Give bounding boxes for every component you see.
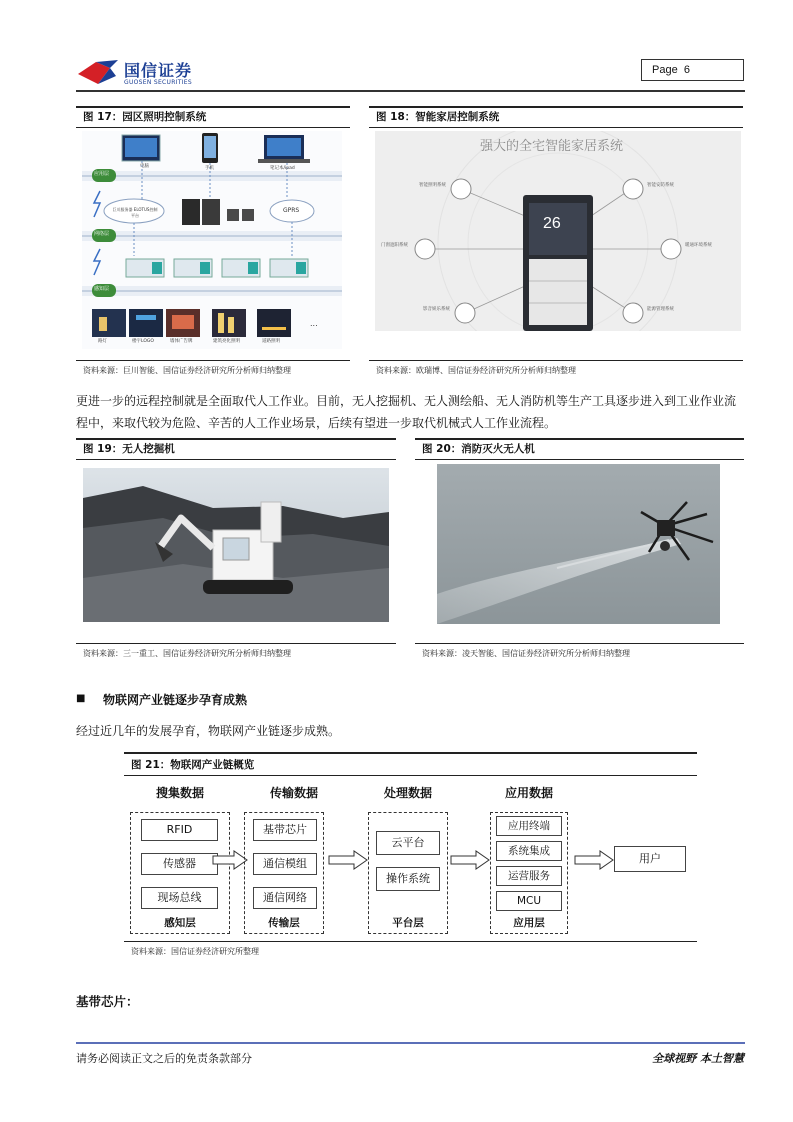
fig18-headline: 强大的全宅智能家居系统 <box>480 139 624 154</box>
fig18-panel-value: 26 <box>543 215 561 232</box>
fig17-label-p3: 墙体广告牌 <box>170 339 193 344</box>
subheading-baseband: 基带芯片： <box>76 994 139 1009</box>
fig21-arrow3-icon <box>450 850 490 870</box>
fig17-label-p6: ... <box>310 319 318 328</box>
section-intro-text: 经过近几年的发展孕育，物联网产业链逐步成熟。 <box>76 724 341 738</box>
section-bullet: ■ <box>76 693 86 704</box>
fig18-node-curtain: 门窗遮阳系统 <box>381 243 408 248</box>
fig21-col1-layer: 感知层 <box>164 917 196 929</box>
logo-name-en: GUOSEN SECURITIES <box>124 79 193 86</box>
fig18-node-lighting: 智能照明系统 <box>419 183 446 188</box>
page-number: 6 <box>683 64 690 76</box>
fig21-col2-layer: 传输层 <box>268 917 300 929</box>
fig20-firefighting-drone-photo <box>437 464 720 624</box>
footer-slogan: 全球视野 本土智慧 <box>652 1052 744 1065</box>
fig21-col1-item2: 传感器 <box>141 853 218 875</box>
fig21-title: 图 21：物联网产业链概览 <box>124 752 697 776</box>
fig21-col1-item1: RFID <box>141 819 218 841</box>
fig20-photo-svg <box>437 464 720 624</box>
fig19-excavator-photo <box>83 468 389 622</box>
fig17-source: 资料来源：巨川智能、国信证券经济研究所分析师归纳整理 <box>76 360 350 376</box>
fig21-col4-item2: 系统集成 <box>496 841 562 861</box>
fig17-lighting-diagram <box>82 131 342 349</box>
fig18-node-energy: 能源管理系统 <box>647 307 674 312</box>
fig17-label-pc: 电脑 <box>140 164 149 169</box>
fig21-arrow4-icon <box>574 850 614 870</box>
fig18-title: 图 18：智能家居控制系统 <box>369 106 743 128</box>
fig20-source: 资料来源：凌天智能、国信证券经济研究所分析师归纳整理 <box>415 643 744 659</box>
fig21-col3-item1: 云平台 <box>376 831 440 855</box>
fig19-title: 图 19：无人挖掘机 <box>76 438 396 460</box>
fig21-col3-layer: 平台层 <box>392 917 424 929</box>
fig20-title: 图 20：消防灭火无人机 <box>415 438 744 460</box>
page-label: Page <box>652 64 678 76</box>
fig21-col2-head: 传输数据 <box>269 786 318 800</box>
fig18-node-security: 智能安防系统 <box>647 183 674 188</box>
fig21-user-box: 用户 <box>614 846 686 872</box>
fig18-source: 资料来源：欧瑞博、国信证券经济研究所分析师归纳整理 <box>369 360 743 376</box>
fig17-label-gprs: GPRS <box>283 207 300 214</box>
fig21-col4-item1: 应用终端 <box>496 816 562 836</box>
fig17-label-cloud: 巨川服务器 ELOTUS控制平台 <box>112 207 158 218</box>
fig21-col3-item2: 操作系统 <box>376 867 440 891</box>
fig17-label-tier1: 应用层 <box>94 171 110 177</box>
fig21-arrow2-icon <box>328 850 368 870</box>
fig21-col2-item2: 通信模组 <box>253 853 317 875</box>
fig17-label-tier3: 感知层 <box>94 286 110 292</box>
fig18-smart-home-diagram <box>375 131 741 331</box>
fig17-label-p5: 道路照明 <box>262 339 280 344</box>
fig19-source: 资料来源：三一重工、国信证券经济研究所分析师归纳整理 <box>76 643 396 659</box>
header-rule <box>76 90 745 92</box>
fig21-col4-item4: MCU <box>496 891 562 911</box>
fig17-label-p4: 建筑亮化照明 <box>213 339 240 344</box>
footer-disclaimer: 请务必阅读正文之后的免责条款部分 <box>76 1052 252 1065</box>
fig17-label-p1: 路灯 <box>98 339 107 344</box>
fig17-diagram-svg <box>82 131 342 349</box>
logo-name-cn: 国信证券 <box>124 61 193 80</box>
fig21-col1-head: 搜集数据 <box>155 786 204 800</box>
fig21-col4-head: 应用数据 <box>504 786 553 800</box>
page-indicator <box>641 59 744 81</box>
fig17-label-tier2: 网络层 <box>94 231 110 237</box>
fig21-col4-item3: 运营服务 <box>496 866 562 886</box>
fig21-arrow1-icon <box>212 850 248 870</box>
company-logo <box>76 56 206 90</box>
fig21-col1-item3: 现场总线 <box>141 887 218 909</box>
fig21-col2-item3: 通信网络 <box>253 887 317 909</box>
footer-rule <box>76 1042 745 1044</box>
fig17-label-p2: 楼宇LOGO <box>132 339 154 344</box>
fig21-col3-head: 处理数据 <box>383 786 432 800</box>
fig19-photo-svg <box>83 468 389 622</box>
fig21-col4-layer: 应用层 <box>513 917 545 929</box>
fig21-source: 资料来源：国信证券经济研究所整理 <box>124 941 697 957</box>
paragraph-unmanned-operations: 更进一步的远程控制就是全面取代人工作业。目前，无人挖掘机、无人测绘船、无人消防机等生产工具逐步进入到工业作业流程中，来取代较为危险、辛苦的人工作业场景，后续有望进一步取代机械式人工作业流程。 <box>76 394 737 430</box>
fig17-label-laptop: 笔记本/ipad <box>270 166 295 171</box>
logo-mark-icon <box>76 58 120 88</box>
fig18-node-av: 影音娱乐系统 <box>423 307 450 312</box>
section-heading: 物联网产业链逐步孕育成熟 <box>103 693 248 707</box>
fig17-title: 图 17：园区照明控制系统 <box>76 106 350 128</box>
fig17-label-phone: 手机 <box>205 166 214 171</box>
fig21-col2-item1: 基带芯片 <box>253 819 317 841</box>
fig18-node-hvac: 暖通环境系统 <box>685 243 712 248</box>
fig21-iot-chain-diagram <box>124 778 697 938</box>
